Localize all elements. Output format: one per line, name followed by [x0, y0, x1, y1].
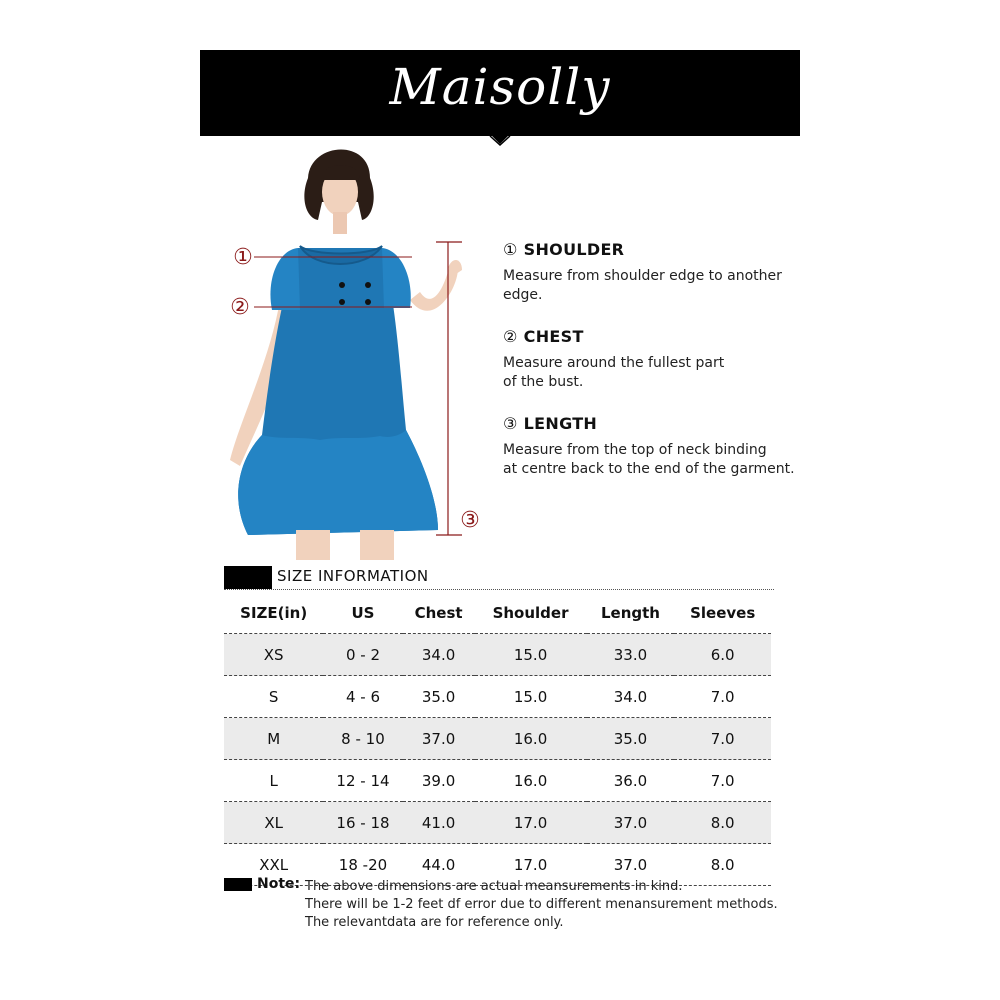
brand-banner — [200, 50, 800, 136]
table-cell: 17.0 — [475, 802, 587, 844]
table-cell: 16 - 18 — [323, 802, 402, 844]
table-cell: 17.0 — [475, 844, 587, 886]
table-cell: S — [224, 676, 323, 718]
marker-2: ② — [230, 295, 250, 320]
header-block — [224, 566, 272, 589]
table-cell: 36.0 — [587, 760, 675, 802]
table-cell: 15.0 — [475, 634, 587, 676]
table-cell: 12 - 14 — [323, 760, 402, 802]
table-cell: 18 -20 — [323, 844, 402, 886]
size-info-header — [224, 566, 774, 590]
table-cell: XS — [224, 634, 323, 676]
model-dress-illustration — [200, 140, 500, 560]
table-row — [224, 634, 771, 676]
note-block — [224, 878, 252, 891]
table-cell: XXL — [224, 844, 323, 886]
legend-title: SHOULDER — [523, 240, 625, 259]
table-row — [224, 676, 771, 718]
legend-shoulder — [503, 240, 803, 305]
table-cell: 16.0 — [475, 718, 587, 760]
table-cell: L — [224, 760, 323, 802]
table-cell: 35.0 — [403, 676, 475, 718]
column-header: Length — [587, 593, 675, 634]
column-header: Chest — [403, 593, 475, 634]
table-cell: 8.0 — [674, 844, 771, 886]
column-header: Sleeves — [674, 593, 771, 634]
column-header: US — [323, 593, 402, 634]
table-cell: 7.0 — [674, 718, 771, 760]
table-cell: 39.0 — [403, 760, 475, 802]
table-cell: 35.0 — [587, 718, 675, 760]
legend-num: ① — [503, 240, 518, 259]
column-header: SIZE(in) — [224, 593, 323, 634]
table-cell: 37.0 — [587, 802, 675, 844]
legend-num: ② — [503, 327, 518, 346]
table-header-row — [224, 593, 771, 634]
note-line: The relevantdata are for reference only. — [305, 915, 564, 930]
table-cell: 37.0 — [403, 718, 475, 760]
table-cell: 7.0 — [674, 760, 771, 802]
table-cell: 37.0 — [587, 844, 675, 886]
table-row — [224, 760, 771, 802]
table-cell: 44.0 — [403, 844, 475, 886]
column-header: Shoulder — [475, 593, 587, 634]
table-cell: M — [224, 718, 323, 760]
table-cell: 15.0 — [475, 676, 587, 718]
marker-3: ③ — [460, 508, 480, 533]
legend-desc: Measure from the top of neck binding at centre back to the end of the garment. — [503, 442, 795, 477]
size-table — [224, 593, 771, 886]
legend-title: LENGTH — [523, 414, 598, 433]
table-cell: 0 - 2 — [323, 634, 402, 676]
table-cell: 33.0 — [587, 634, 675, 676]
note-line: The above dimensions are actual meansurements in kind. — [305, 879, 683, 894]
table-cell: 41.0 — [403, 802, 475, 844]
note-label: Note: — [257, 876, 301, 892]
table-row — [224, 718, 771, 760]
table-cell: 8.0 — [674, 802, 771, 844]
table-cell: XL — [224, 802, 323, 844]
legend-length — [503, 414, 803, 479]
table-cell: 8 - 10 — [323, 718, 402, 760]
marker-1: ① — [233, 245, 253, 270]
legend-desc: Measure from shoulder edge to another edge. — [503, 268, 782, 303]
legend-desc: Measure around the fullest part of the bust. — [503, 355, 725, 390]
table-cell: 4 - 6 — [323, 676, 402, 718]
size-info-title: SIZE INFORMATION — [277, 567, 429, 585]
table-cell: 16.0 — [475, 760, 587, 802]
table-cell: 34.0 — [403, 634, 475, 676]
brand-logo: Maisolly — [389, 58, 611, 116]
measurement-legend — [503, 240, 803, 501]
legend-chest — [503, 327, 803, 392]
table-row — [224, 802, 771, 844]
table-cell: 34.0 — [587, 676, 675, 718]
legend-num: ③ — [503, 414, 518, 433]
table-cell: 7.0 — [674, 676, 771, 718]
legend-title: CHEST — [523, 327, 584, 346]
note-line: There will be 1-2 feet df error due to different menansurement methods. — [305, 897, 778, 912]
table-cell: 6.0 — [674, 634, 771, 676]
